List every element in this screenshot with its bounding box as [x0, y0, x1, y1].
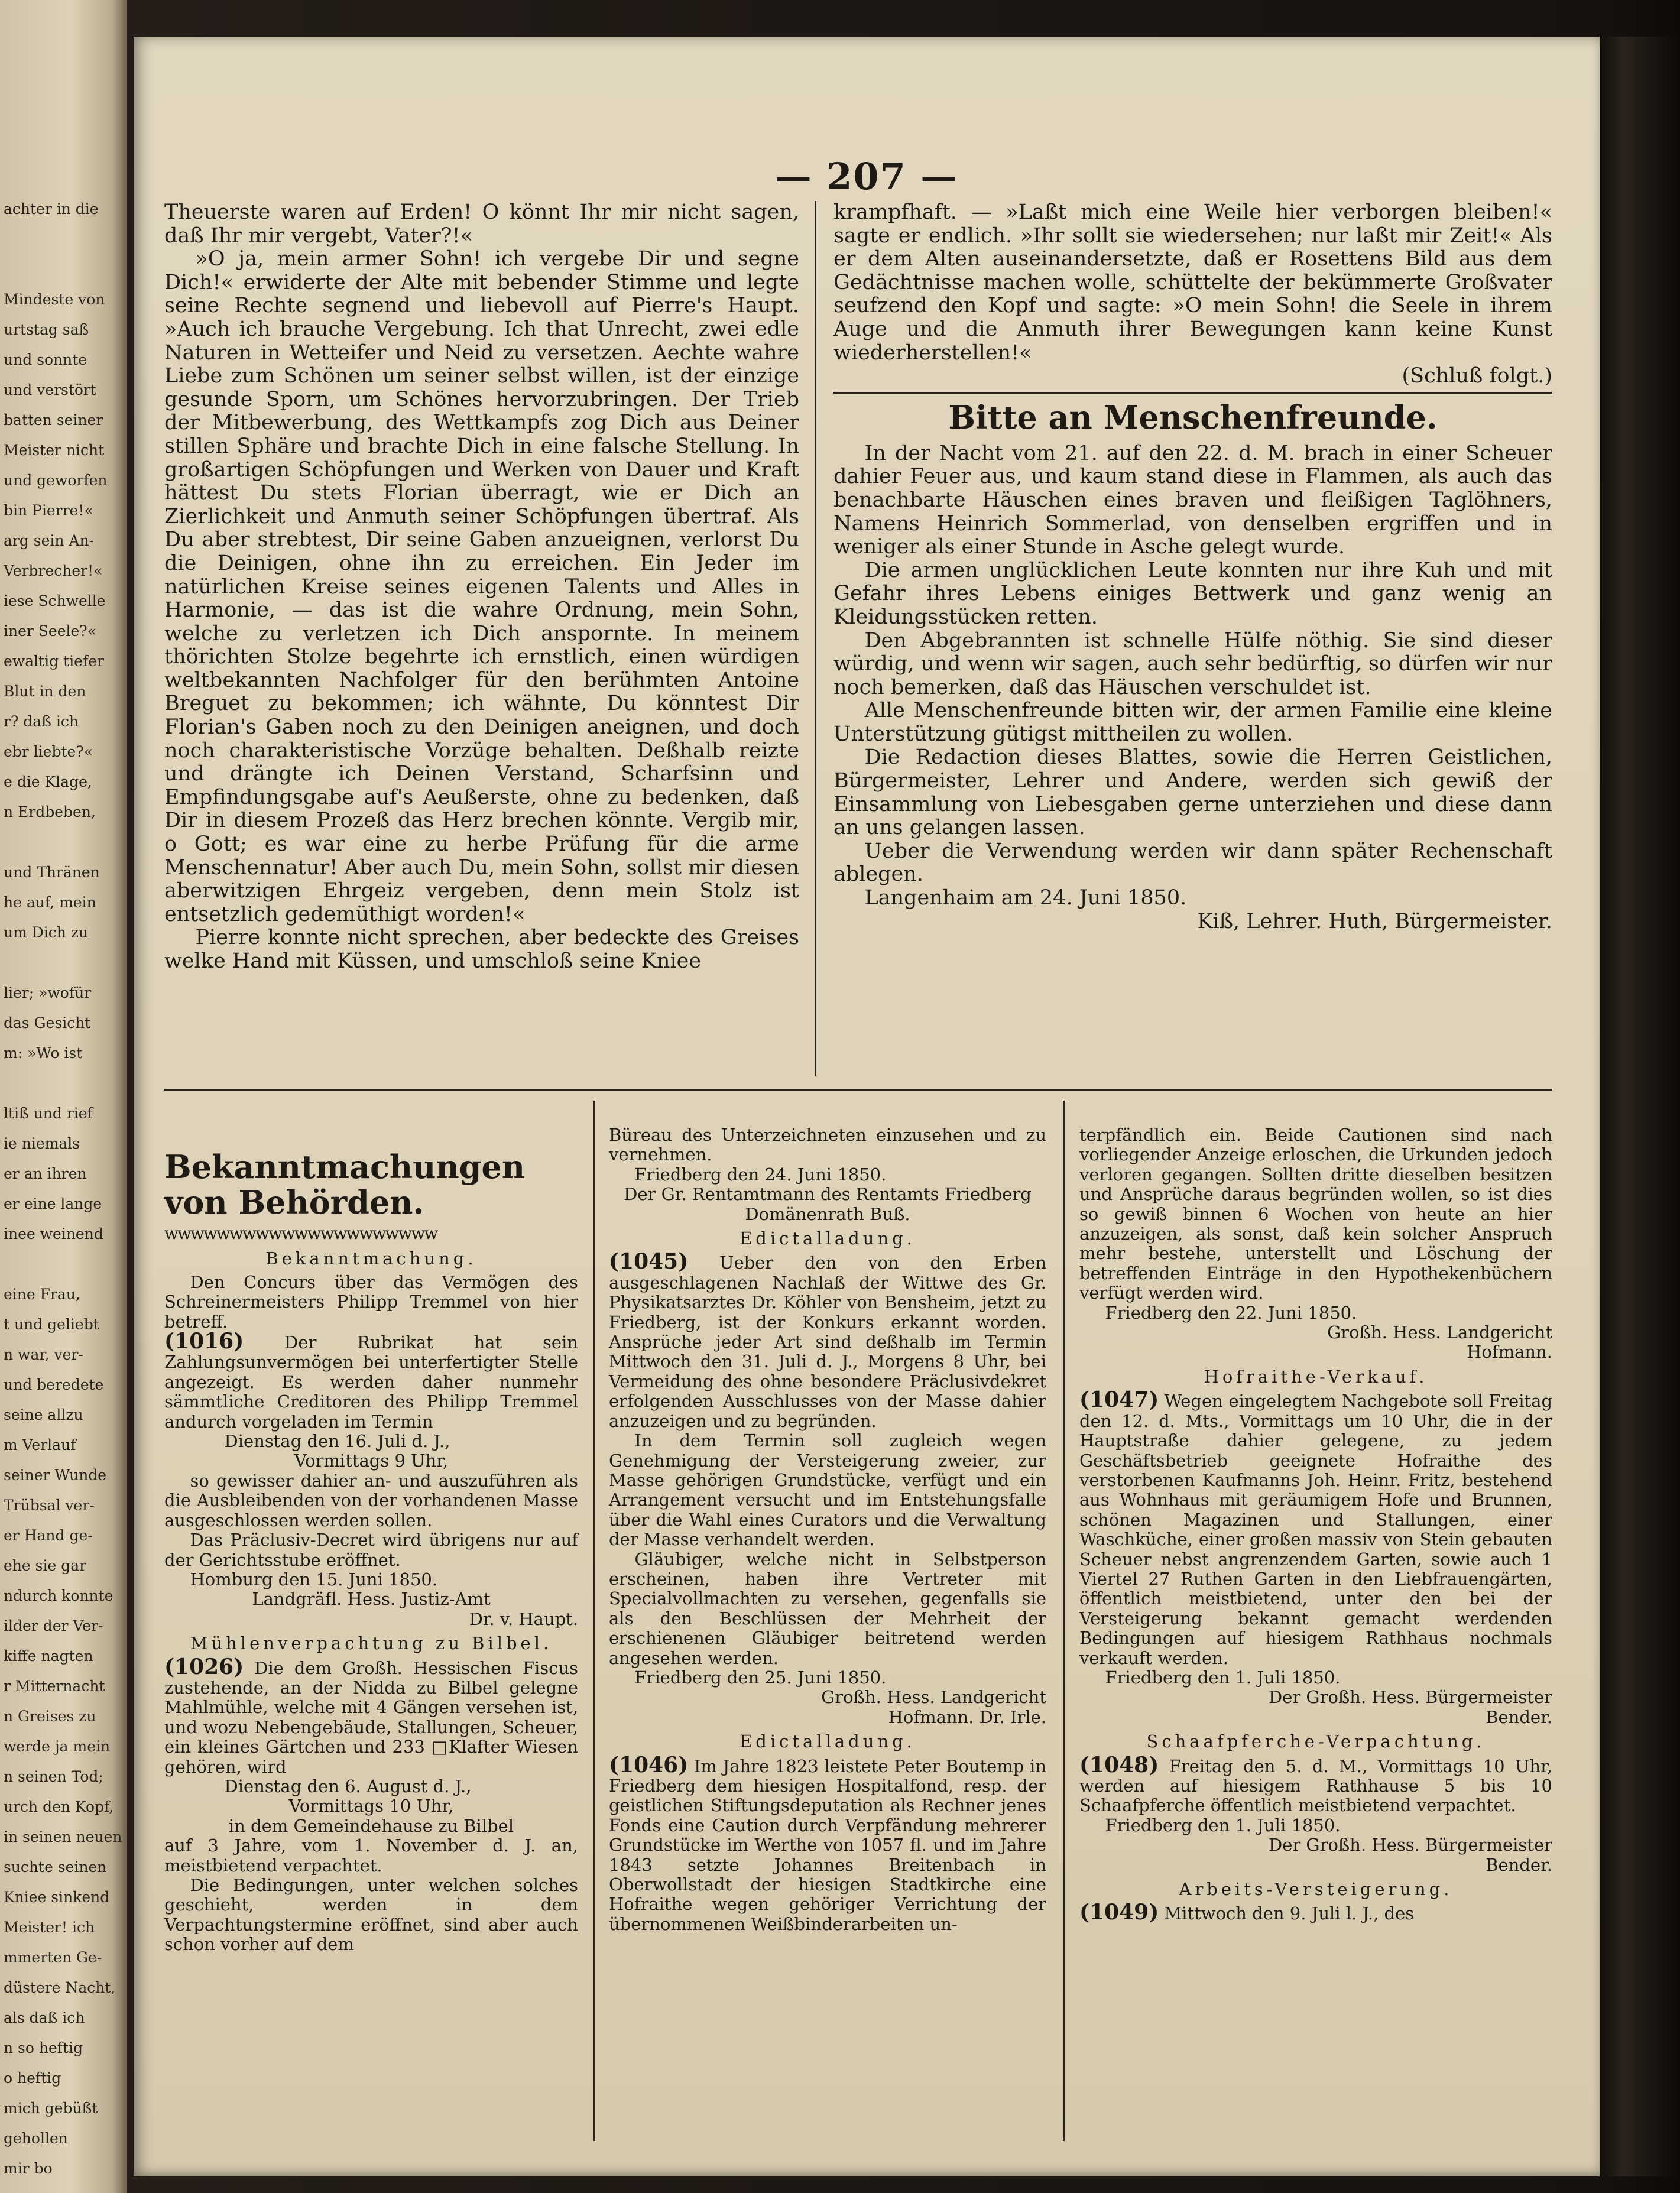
notice-number: (1048): [1079, 1752, 1159, 1777]
left-page-text-fragment: gehollen: [4, 2130, 68, 2147]
left-page-text-fragment: lier; »wofür: [4, 984, 92, 1001]
appeal-paragraph: In der Nacht vom 21. auf den 22. d. M. brach in einer Scheuer dahier Feuer aus, und kaum stand diese in Flammen, als auch das benachbarte Häuschen eines braven und fleißigen Taglöhners, Namens Heinrich Sommerlad, von denselben ergriffen und in weniger als einer Stunde in Asche gelegt wurde.: [833, 441, 1552, 559]
notice-heading: Edictalladung.: [740, 1731, 916, 1752]
notice-time: Vormittags 10 Uhr,: [288, 1796, 454, 1816]
story-column-right: [833, 201, 1552, 933]
ornament-rule: wwwwwwwwwwwwwwwwwwwww: [164, 1224, 437, 1243]
story-paragraph: Pierre konnte nicht sprechen, aber bedeckte des Greises welke Hand mit Küssen, und umschloß seine Kniee: [164, 926, 799, 973]
notice-number: (1049): [1079, 1900, 1159, 1925]
page-number: — 207 —: [774, 155, 959, 198]
notice-text: Freitag den 5. d. M., Vormittags 10 Uhr, werden auf hiesigem Rathhause 5 bis 10 Schaafpferche öffentlich meistbietend verpachtet.: [1079, 1756, 1552, 1816]
notice-authority: Großh. Hess. Landgericht: [1327, 1322, 1552, 1343]
notice-heading: Arbeits-Versteigerung.: [1179, 1879, 1453, 1900]
left-page-text-fragment: urtstag saß: [4, 321, 89, 338]
left-page-text-fragment: Meister! ich: [4, 1919, 95, 1936]
left-page-text-fragment: mir bo: [4, 2160, 53, 2177]
left-page-text-fragment: n so heftig: [4, 2039, 83, 2056]
right-book-edge: [1600, 37, 1680, 2176]
column-divider: [1063, 1101, 1065, 2141]
left-page-text-fragment: ehe sie gar: [4, 1557, 87, 1574]
notice-place-date: Homburg den 15. Juni 1850.: [190, 1569, 438, 1589]
left-page-text-fragment: und Thränen: [4, 864, 100, 881]
left-page-text-fragment: m Verlauf: [4, 1436, 76, 1454]
notice-text: Der Rubrikat hat sein Zahlungsunvermögen bei unterfertigter Stelle angezeigt. Es werden daher nunmehr sämmtliche Creditoren des Philipp Tremmel andurch vorgeladen im Termin: [164, 1332, 579, 1432]
story-column-left: [164, 201, 799, 974]
notice-place-date: Friedberg den 25. Juni 1850.: [634, 1667, 887, 1688]
notice-text: Den Concurs über das Vermögen des Schreinermeisters Philipp Tremmel von hier betreff.: [164, 1271, 578, 1332]
notice-signature: Bender.: [1486, 1854, 1552, 1875]
notice-text: auf 3 Jahre, vom 1. November d. J. an, meistbietend verpachtet.: [164, 1835, 578, 1876]
notice-text: Mittwoch den 9. Juli l. J., des: [1164, 1903, 1415, 1924]
notice-text: Wegen eingelegtem Nachgebote soll Freitag den 12. d. Mts., Vormittags um 10 Uhr, die in der Hauptstraße dahier gelegene, zu jedem Geschäftsbetrieb geeignete Hofraithe des verstorbenen Kaufmanns Joh. Heinr. Fritz, bestehend aus Wohnhaus mit geräumigem Hofe und Brunnen, schönen Magazinen und Stallungen, einer Waschküche, einer großen massiv von Stein gebauten Scheuer nebst angrenzendem Garten, sowie auch 1 Viertel 27 Ruthen Garten in den Liebfrauengärten, öffentlich meistbietend, unter den bei der Versteigerung bekannt gemacht werdenden Bedingungen auf hiesigem Rathhaus nochmals verkauft werden.: [1079, 1391, 1553, 1668]
left-page-text-fragment: ewaltig tiefer: [4, 653, 104, 670]
left-page-text-fragment: n Erdbeben,: [4, 803, 96, 820]
to-be-continued: (Schluß folgt.): [1402, 364, 1552, 388]
notice-signature: Der Gr. Rentamtmann des Rentamts Friedberg Domänenrath Buß.: [624, 1184, 1032, 1224]
left-page-text-fragment: n war, ver-: [4, 1346, 83, 1363]
notice-number: (1016): [164, 1329, 244, 1354]
left-page-text-fragment: Mindeste von: [4, 291, 105, 308]
announcements-column-1: [164, 1149, 578, 1955]
notice-authority: Der Großh. Hess. Bürgermeister: [1268, 1687, 1552, 1708]
announcements-column-3: [1079, 1125, 1552, 1924]
left-page-text-fragment: seiner Wunde: [4, 1467, 107, 1484]
left-page-text-fragment: iese Schwelle: [4, 592, 106, 609]
left-page-text-fragment: und verstört: [4, 381, 96, 398]
notice-heading: Edictalladung.: [740, 1228, 916, 1249]
notice-number: (1045): [609, 1249, 689, 1274]
notice-heading: Mühlenverpachtung zu Bilbel.: [190, 1633, 553, 1654]
notice-entry: [164, 1654, 578, 1777]
left-page-text-fragment: Blut in den: [4, 683, 86, 700]
left-page-text-fragment: Trübsal ver-: [4, 1497, 95, 1514]
appeal-paragraph: Die Redaction dieses Blattes, sowie die Herren Geistlichen, Bürgermeister, Lehrer und Andere, werden sich gewiß der Einsammlung von Liebesgaben gerne unterziehen und diese dann an uns gelangen lassen.: [833, 745, 1552, 840]
left-page-text-fragment: ilder der Ver-: [4, 1617, 103, 1634]
left-page-text-fragment: und geworfen: [4, 472, 108, 489]
notice-time: Vormittags 9 Uhr,: [294, 1451, 449, 1471]
left-page-text-fragment: ie niemals: [4, 1135, 80, 1152]
appeal-place-date: Langenhaim am 24. Juni 1850.: [864, 886, 1187, 910]
notice-text: so gewisser dahier an- und auszuführen als die Ausbleibenden von der vorhandenen Masse ausgeschlossen werden sollen.: [164, 1470, 578, 1530]
notice-authority: Landgräfl. Hess. Justiz-Amt: [252, 1589, 491, 1610]
story-ending: krampfhaft. — »Laßt mich eine Weile hier verborgen bleiben!« sagte er endlich. »Ihr sollt sie wiedersehen; nur laßt mir Zeit!« Als er dem Alten auseinandersetzte, daß er Rosettens Bild aus dem Gedächtnisse machen wolle, schüttelte der bekümmerte Großvater seufzend den Kopf und sagte: »O mein Sohn! die Seele in ihrem Auge und die Anmuth ihrer Bewegungen kann keine Kunst wiederherstellen!«: [833, 200, 1552, 365]
left-page-text-fragment: kiffe nagten: [4, 1647, 93, 1665]
left-page-text-fragment: arg sein An-: [4, 532, 95, 549]
left-page-text-fragment: m: »Wo ist: [4, 1044, 83, 1062]
left-page-text-fragment: ltiß und rief: [4, 1105, 93, 1122]
notice-location: in dem Gemeindehause zu Bilbel: [228, 1815, 514, 1836]
left-page-text-fragment: inee weinend: [4, 1225, 103, 1243]
notice-authority: Großh. Hess. Landgericht: [821, 1687, 1046, 1708]
notice-heading: Hofraithe-Verkauf.: [1204, 1366, 1428, 1387]
left-page-text-fragment: mich gebüßt: [4, 2100, 98, 2117]
notice-signature: Hofmann. Dr. Irle.: [888, 1707, 1046, 1727]
left-page-text-fragment: mmerten Ge-: [4, 1949, 102, 1966]
notice-entry: [609, 1249, 1047, 1431]
appeal-paragraph: Ueber die Verwendung werden wir dann später Rechenschaft ablegen.: [833, 839, 1552, 887]
left-page-text-fragment: o heftig: [4, 2069, 61, 2087]
left-page-text-fragment: bin Pierre!«: [4, 502, 93, 519]
left-page-edge: [0, 0, 127, 2193]
left-page-text-fragment: r? daß ich: [4, 713, 79, 730]
notice-number: (1026): [164, 1654, 244, 1679]
notice-text: Die Bedingungen, unter welchen solches geschieht, werden in dem Verpachtungstermine eröffnet, sind aber auch schon vorher auf dem: [164, 1875, 578, 1955]
appeal-paragraph: Die armen unglücklichen Leute konnten nur ihre Kuh und mit Gefahr ihres Lebens einiges Bettwerk und ganz wenig an Kleidungsstücken retten.: [833, 558, 1552, 629]
notice-text: Das Präclusiv-Decret wird übrigens nur auf der Gerichtsstube eröffnet.: [164, 1530, 578, 1570]
notice-entry: [609, 1752, 1046, 1935]
story-paragraph: Theuerste waren auf Erden! O könnt Ihr mir nicht sagen, daß Ihr mir vergebt, Vater?!«: [164, 200, 799, 248]
left-page-text-fragment: n seinen Tod;: [4, 1768, 103, 1785]
left-page-text-fragment: Kniee sinkend: [4, 1889, 110, 1906]
horizontal-divider: [164, 1089, 1552, 1091]
left-page-text-fragment: suchte seinen: [4, 1858, 107, 1876]
column-divider: [593, 1101, 595, 2141]
announcements-title: Bekanntmachungen von Behörden.: [164, 1148, 526, 1221]
newspaper-page: [134, 37, 1600, 2176]
left-page-text-fragment: achter in die: [4, 200, 99, 218]
left-page-text-fragment: eine Frau,: [4, 1286, 80, 1303]
notice-text: Büreau des Unterzeichneten einzusehen und zu vernehmen.: [609, 1125, 1046, 1165]
left-page-text-fragment: er an ihren: [4, 1165, 87, 1182]
left-page-text-fragment: und beredete: [4, 1376, 104, 1393]
left-page-text-fragment: in seinen neuen: [4, 1828, 122, 1845]
left-page-text-fragment: t und geliebt: [4, 1316, 99, 1333]
notice-heading: Schaafpferche-Verpachtung.: [1146, 1731, 1486, 1752]
section-rule: [833, 392, 1552, 394]
left-page-text-fragment: batten seiner: [4, 411, 103, 429]
notice-text: terpfändlich ein. Beide Cautionen sind nach vorliegender Anzeige erloschen, die Urkunden jedoch verloren gegangen. Sollten dritte dieselben besitzen und Ansprüche daraus begründen wollen, so ist dies so gewiß binnen 6 Wochen von heute an hier anzuzeigen, als sonst, daß kein solcher Anspruch mehr bestehe, unterstellt und Löschung der betreffenden Einträge in den Hypothekenbüchern verfügt werden wird.: [1079, 1125, 1552, 1303]
appeal-heading: Bitte an Menschenfreunde.: [948, 398, 1438, 436]
column-divider: [815, 201, 816, 1076]
notice-number: (1046): [609, 1752, 689, 1777]
left-page-text-fragment: r Mitternacht: [4, 1678, 105, 1695]
left-page-text-fragment: he auf, mein: [4, 894, 96, 911]
notice-date: Dienstag den 16. Juli d. J.,: [224, 1431, 450, 1452]
left-page-text-fragment: er Hand ge-: [4, 1527, 93, 1544]
notice-entry: [1079, 1900, 1552, 1925]
left-page-text-fragment: ebr liebte?«: [4, 743, 93, 760]
notice-text: Im Jahre 1823 leistete Peter Boutemp in Friedberg dem hiesigen Hospitalfond, resp. der geistlichen Stiftungsdeputation als Rechner jenes Fonds eine Caution durch Verpfändung mehrerer Grundstücke im Werthe von 1057 fl. und im Jahre 1843 setzte Johannes Breitenbach in Oberwollstadt der hiesigen Stadtkirche eine Hofraithe wegen gehöriger Verrichtung der übernommenen Weißbinderarbeiten un-: [609, 1756, 1046, 1934]
notice-text: Ueber den von den Erben ausgeschlagenen Nachlaß der Wittwe des Gr. Physikatsarztes Dr. Köhler von Bensheim, jetzt zu Friedberg, ist der Konkurs erkannt worden. Ansprüche jeder Art sind deßhalb im Termin Mittwoch den 31. Juli d. J., Morgens 8 Uhr, bei Vermeidung des ohne besondere Präclusivdekret erfolgenden Ausschlusses von der Masse dahier anzuzeigen und zu begründen.: [609, 1253, 1047, 1431]
notice-date: Dienstag den 6. August d. J.,: [224, 1776, 472, 1796]
notice-signature: Hofmann.: [1467, 1342, 1552, 1362]
left-page-text-fragment: und sonnte: [4, 351, 87, 368]
left-page-text-fragment: Meister nicht: [4, 442, 105, 459]
notice-signature: Dr. v. Haupt.: [469, 1608, 578, 1629]
notice-place-date: Friedberg den 1. Juli 1850.: [1105, 1815, 1341, 1835]
notice-text: In dem Termin soll zugleich wegen Genehmigung der Versteigerung zweier, zur Masse gehörigen Grundstücke, verfügt und ein Arrangement versucht und im Entstehungsfalle über die Wahl eines Curators und die Verwaltung der Masse verhandelt werden.: [609, 1430, 1046, 1550]
notice-entry: [1079, 1752, 1552, 1816]
left-page-text-fragment: ndurch konnte: [4, 1587, 113, 1604]
notice-heading: Bekanntmachung.: [265, 1248, 477, 1269]
announcements-column-2: [609, 1125, 1046, 1934]
left-page-text-fragment: er eine lange: [4, 1195, 102, 1212]
left-page-text-fragment: iner Seele?«: [4, 622, 96, 640]
notice-text: Die dem Großh. Hessischen Fiscus zustehende, an der Nidda zu Bilbel gelegne Mahlmühle, welche mit 4 Gängen versehen ist, und wozu Nebengebäude, Stallungen, Scheuer, ein kleines Gärtchen und 233 □Klafter Wiesen gehören, wird: [164, 1657, 578, 1777]
left-page-text-fragment: Verbrecher!«: [4, 562, 103, 579]
left-page-text-fragment: e die Klage,: [4, 773, 92, 790]
story-paragraph: »O ja, mein armer Sohn! ich vergebe Dir und segne Dich!« erwiderte der Alte mit bebender Stimme und legte seine Rechte segnend und liebevoll auf Pierre's Haupt. »Auch ich brauche Vergebung. Ich that Unrecht, zwei edle Naturen in Wetteifer und Neid zu versetzen. Aechte wahre Liebe zum Schönen um seiner selbst willen, ist der einzige gesunde Sporn, um Schönes hervorzubringen. Der Trieb der Mitbewerbung, des Wettkampfs zog Dich aus Deiner stillen Sphäre und brachte Dich in eine falsche Stellung. In großartigen Schöpfungen und Werken von Dauer und Kraft hättest Du stets Florian überragt, wie er Dich an Zierlichkeit und Anmuth seiner Schöpfungen übertraf. Als Du aber strebtest, Dir seine Gaben anzueignen, verlorst Du die Deinigen, ohne ihn zu erreichen. Ein Jeder im natürlichen Kreise seines eigenen Talents und Alles in Harmonie, — das ist die wahre Ordnung, mein Sohn, welche zu verletzen ich Dich anspornte. In meinem thörichten Stolze begehrte ich ernstlich, einen würdigen weltbekannten Nachfolger für den berühmten Antoine Breguet zu bekommen; ich wähnte, Du könntest Dir Florian's Gaben noch zu den Deinigen aneignen, und doch noch charakteristische Vorzüge behalten. Deßhalb reizte und drängte ich Deinen Verstand, Scharfsinn und Empfindungsgabe auf's Aeußerste, ohne zu bedenken, daß Dir in diesem Prozeß das Herz brechen könnte. Vergib mir, o Gott; es war eine zu herbe Prüfung für die arme Menschennatur! Aber auch Du, mein Sohn, sollst mir diesen aberwitzigen Ehrgeiz vergeben, denn mein Stolz ist entsetzlich gedemüthigt worden!«: [164, 247, 799, 926]
left-page-text-fragment: um Dich zu: [4, 924, 89, 941]
left-page-text-fragment: seine allzu: [4, 1406, 83, 1423]
notice-entry: [1079, 1387, 1553, 1668]
notice-place-date: Friedberg den 24. Juni 1850.: [634, 1164, 887, 1185]
left-page-text-fragment: werde ja mein: [4, 1738, 111, 1755]
notice-entry: [164, 1329, 579, 1432]
appeal-signatures: Kiß, Lehrer. Huth, Bürgermeister.: [1197, 909, 1552, 933]
left-page-text-fragment: urch den Kopf,: [4, 1798, 114, 1815]
notice-number: (1047): [1079, 1387, 1159, 1413]
left-page-text-fragment: düstere Nacht,: [4, 1979, 116, 1996]
notice-authority: Der Großh. Hess. Bürgermeister: [1268, 1835, 1552, 1855]
appeal-paragraph: Alle Menschenfreunde bitten wir, der armen Familie eine kleine Unterstützung gütigst mittheilen zu wollen.: [833, 699, 1552, 746]
left-page-text-fragment: das Gesicht: [4, 1014, 91, 1031]
notice-place-date: Friedberg den 22. Juni 1850.: [1105, 1302, 1357, 1323]
left-page-text-fragment: n Greises zu: [4, 1708, 96, 1725]
notice-text: Gläubiger, welche nicht in Selbstperson erscheinen, haben ihre Vertreter mit Specialvollmachten zu versehen, gegenfalls sie als den Beschlüssen der Mehrheit der erschienenen Gläubiger beitretend werden angesehen werden.: [609, 1549, 1046, 1668]
appeal-paragraph: Den Abgebrannten ist schnelle Hülfe nöthig. Sie sind dieser würdig, und wenn wir sagen, auch sehr bedürftig, so dürfen wir nur noch bemerken, daß das Häuschen verschuldet ist.: [833, 628, 1552, 699]
left-page-text-fragment: als daß ich: [4, 2009, 85, 2026]
notice-signature: Bender.: [1486, 1707, 1552, 1727]
notice-place-date: Friedberg den 1. Juli 1850.: [1105, 1667, 1341, 1688]
